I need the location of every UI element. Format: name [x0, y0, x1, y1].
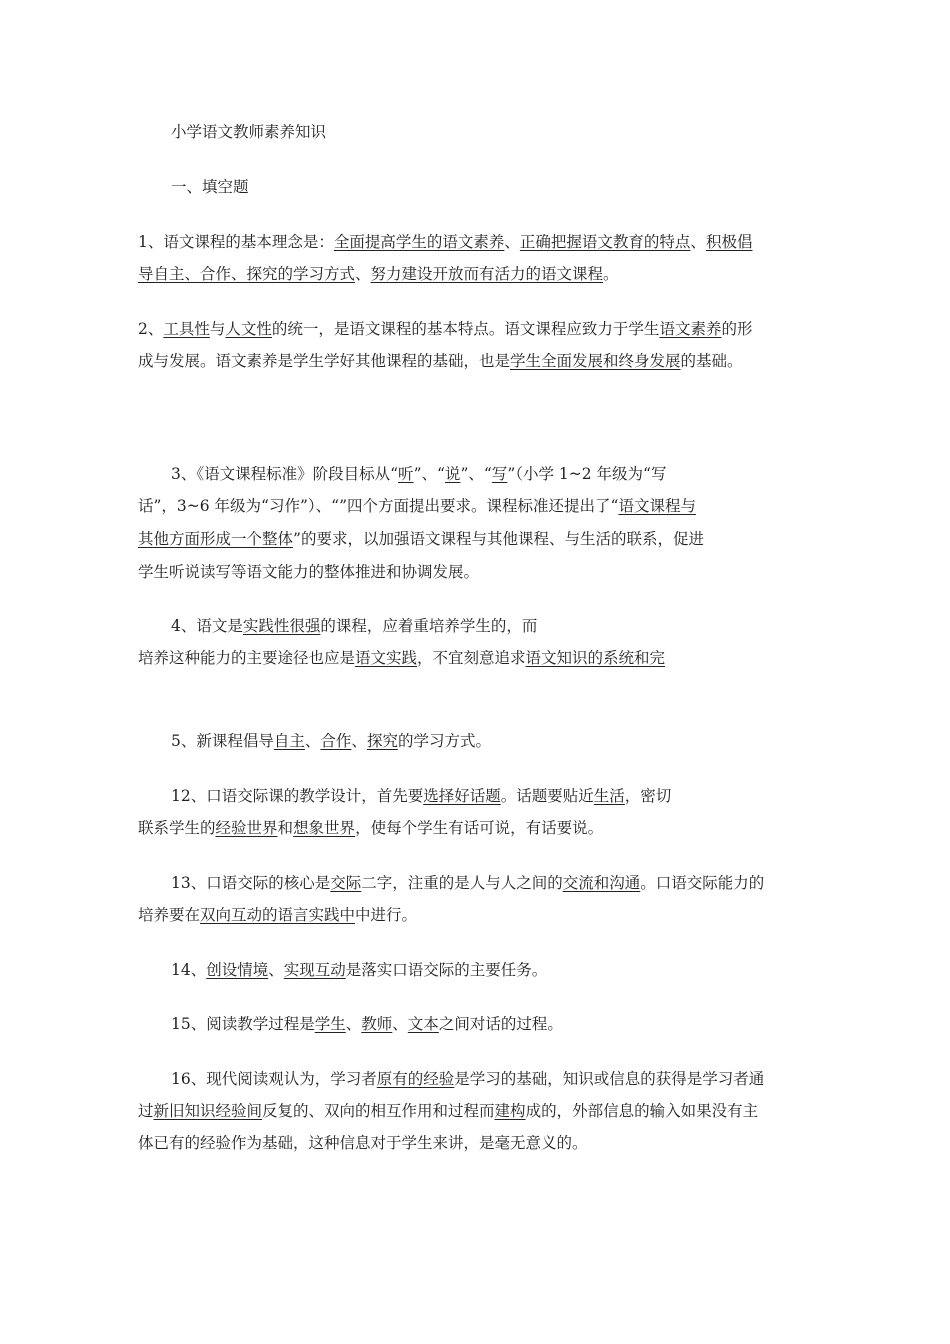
paragraph-line — [171, 616, 537, 636]
answer-underlined: 努力建设开放而有活力的语文课程 — [370, 265, 604, 283]
line-text: 之间对话的过程。 — [438, 1015, 563, 1033]
answer-underlined: 实现互动 — [283, 961, 346, 979]
document-title: 小学语文教师素养知识 — [171, 123, 327, 141]
line-text: 培养这种能力的主要途径也应是 — [138, 649, 356, 667]
paragraph-line — [138, 648, 665, 668]
paragraph-line — [138, 562, 479, 582]
line-text: ”、“ — [460, 465, 492, 483]
answer-underlined: 实践性很强 — [242, 617, 321, 635]
line-text: ，密切 — [624, 787, 672, 805]
answer-underlined: 文本 — [407, 1015, 439, 1033]
paragraph-line — [138, 529, 704, 549]
line-text: 学生听说读写等语文能力的整体推进和协调发展。 — [138, 563, 480, 581]
paragraph-line — [138, 351, 743, 371]
line-text: 的形 — [721, 320, 753, 338]
line-text: ，使每个学生有话可说，有话要说。 — [355, 819, 604, 837]
line-text: 中进行。 — [355, 906, 418, 924]
answer-underlined: 语文知识的系统和完 — [525, 649, 666, 667]
line-text: 成的，外部信息的输入如果没有主 — [525, 1102, 759, 1120]
line-text: 、 — [268, 961, 284, 979]
line-text: 12、口语交际课的教学设计，首先要 — [171, 787, 424, 805]
answer-underlined: 新旧知识经验间 — [153, 1102, 263, 1120]
answer-underlined: 积极倡 — [705, 233, 753, 251]
answer-underlined: 探究 — [366, 732, 398, 750]
answer-underlined: 经验世界 — [215, 819, 278, 837]
answer-underlined: 原有的经验 — [376, 1070, 455, 1088]
answer-underlined: 创设情境 — [206, 961, 269, 979]
line-text: ”的要求，以加强语文课程与其他课程、与生活的联系，促进 — [293, 530, 704, 548]
line-text: 、 — [304, 732, 321, 750]
answer-underlined: 正确把握语文教育的特点 — [519, 233, 691, 251]
answer-underlined: 合作 — [320, 732, 352, 750]
line-text: 的学习方式。 — [397, 732, 491, 750]
line-text: 是学习的基础，知识或信息的获得是学习者通 — [454, 1070, 765, 1088]
answer-underlined: 交际 — [330, 874, 362, 892]
answer-underlined: 听 — [398, 465, 414, 483]
line-text: 与 — [209, 320, 226, 338]
line-text: 是落实口语交际的主要任务。 — [345, 961, 548, 979]
line-text: 。 — [603, 265, 619, 283]
paragraph-line — [171, 960, 547, 980]
answer-underlined: 工具性 — [163, 320, 210, 338]
line-text: 培养要在 — [138, 906, 201, 924]
line-text: 反复的、双向的相互作用和过程而 — [262, 1102, 495, 1120]
line-text: 的统一，是语文课程的基本特点。语文课程应致力于学生 — [271, 320, 660, 338]
answer-underlined: 导自主、合作、探究的学习方式 — [138, 265, 356, 283]
line-text: 14、 — [171, 961, 207, 979]
answer-underlined: 生活 — [593, 787, 625, 805]
answer-underlined: 语文素养 — [659, 320, 722, 338]
paragraph-line — [171, 1014, 563, 1034]
line-text: 2、 — [138, 320, 164, 338]
paragraph-line — [138, 818, 603, 838]
answer-underlined: 想象世界 — [293, 819, 356, 837]
line-text: 5、新课程倡导 — [171, 732, 274, 750]
line-text: ”（小学 1~2 年级为“写 — [507, 465, 667, 483]
answer-underlined: 双向互动的语言实践中 — [200, 906, 356, 924]
line-text: 过 — [138, 1102, 154, 1120]
paragraph-line — [138, 905, 417, 925]
line-text: 。口语交际能力的 — [640, 874, 765, 892]
line-text: 体已有的经验作为基础，这种信息对于学生来讲，是毫无意义的。 — [138, 1134, 588, 1152]
line-text: 16、现代阅读观认为，学习者 — [171, 1070, 377, 1088]
line-text: 和 — [277, 819, 294, 837]
line-text: 话”，3~6 年级为“习作”）、“”四个方面提出要求。课程标准还提出了“ — [138, 497, 619, 515]
paragraph-line — [138, 232, 752, 252]
line-text: 、 — [355, 265, 371, 283]
paragraph-line — [171, 1069, 764, 1089]
paragraph-line — [171, 464, 666, 484]
paragraph-line — [138, 1101, 758, 1121]
paragraph-line — [138, 496, 696, 516]
line-text: ，不宜刻意追求 — [417, 649, 526, 667]
paragraph-line — [138, 1133, 588, 1153]
paragraph-line — [138, 264, 619, 284]
line-text: 、 — [345, 1015, 362, 1033]
answer-underlined: 交流和沟通 — [562, 874, 641, 892]
answer-underlined: 写 — [491, 465, 508, 483]
line-text: 15、阅读教学过程是 — [171, 1015, 315, 1033]
section-heading: 一、填空题 — [171, 178, 249, 196]
line-text: 1、语文课程的基本理念是： — [138, 233, 334, 251]
line-text: 的基础。 — [680, 352, 743, 370]
answer-underlined: 学生全面发展和终身发展 — [510, 352, 681, 370]
line-text: 、 — [504, 233, 520, 251]
line-text: 4、语文是 — [171, 617, 243, 635]
line-text: 13、口语交际的核心是 — [171, 874, 331, 892]
paragraph-line — [171, 873, 764, 893]
answer-underlined: 选择好话题 — [423, 787, 501, 805]
paragraph-line — [171, 731, 491, 751]
answer-underlined: 其他方面形成一个整体 — [138, 530, 294, 548]
line-text: 联系学生的 — [138, 819, 216, 837]
answer-underlined: 自主 — [273, 732, 305, 750]
line-text: 成与发展。语文素养是学生学好其他课程的基础，也是 — [138, 352, 511, 370]
line-text: 。话题要贴近 — [500, 787, 594, 805]
line-text: 的课程，应着重培养学生的，而 — [320, 617, 538, 635]
line-text: ”、“ — [413, 465, 445, 483]
answer-underlined: 学生 — [314, 1015, 346, 1033]
line-text: 、 — [351, 732, 367, 750]
paragraph-line — [138, 319, 752, 339]
answer-underlined: 建构 — [494, 1102, 526, 1120]
answer-underlined: 说 — [444, 465, 461, 483]
paragraph-line — [171, 786, 671, 806]
answer-underlined: 语文实践 — [355, 649, 418, 667]
line-text: 3、《语文课程标准》阶段目标从“ — [171, 465, 399, 483]
answer-underlined: 语文课程与 — [618, 497, 696, 515]
answer-underlined: 人文性 — [225, 320, 272, 338]
answer-underlined: 教师 — [361, 1015, 393, 1033]
line-text: 、 — [690, 233, 706, 251]
answer-underlined: 全面提高学生的语文素养 — [333, 233, 505, 251]
line-text: 二字，注重的是人与人之间的 — [361, 874, 563, 892]
line-text: 、 — [392, 1015, 408, 1033]
